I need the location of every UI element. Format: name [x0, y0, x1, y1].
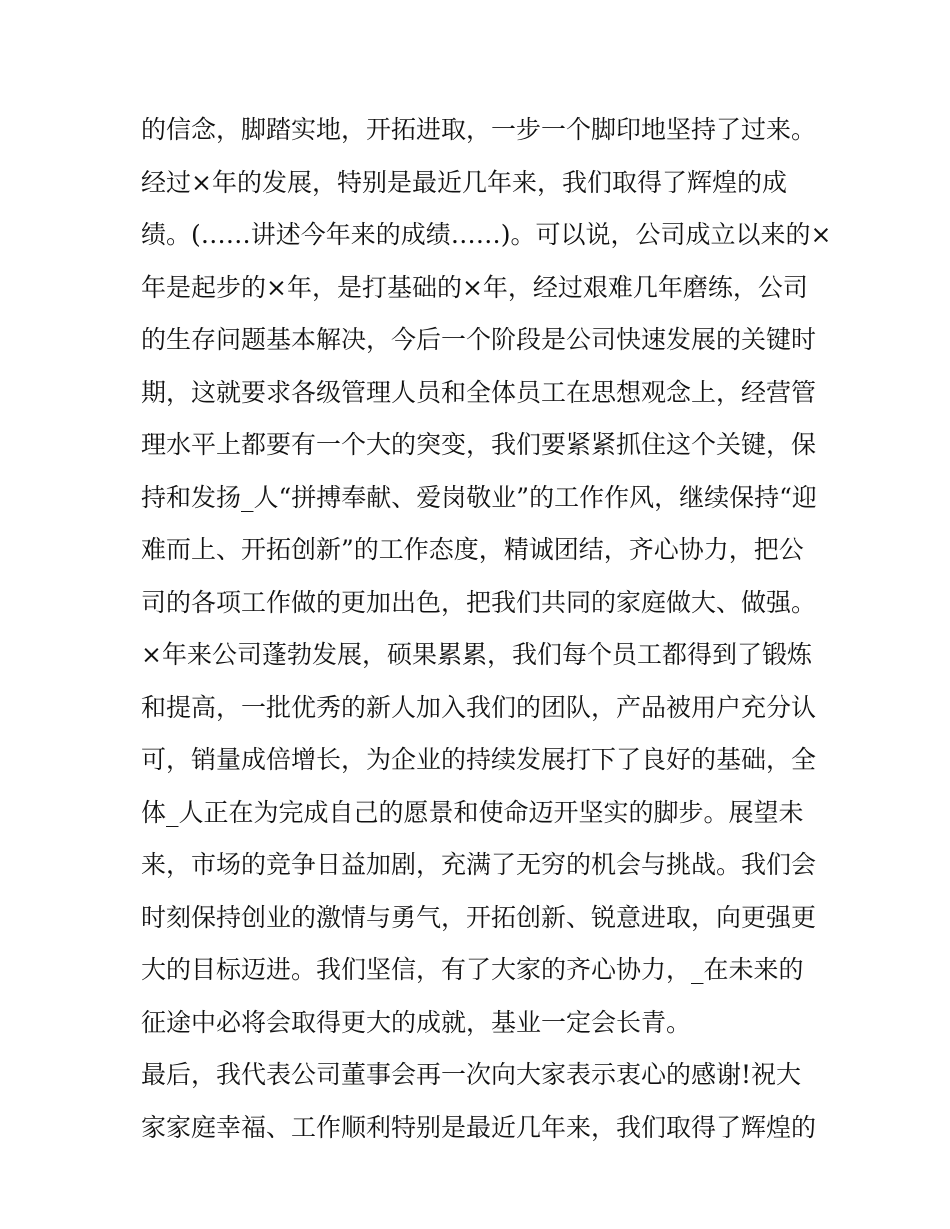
text-line-18: 征途中必将会取得更大的成就，基业一定会长青。 [141, 1007, 692, 1037]
text-line-16: 时刻保持创业的激情与勇气，开拓创新、锐意进取，向更强更 [141, 902, 817, 932]
text-line-20: 家家庭幸福、工作顺利特别是最近几年来，我们取得了辉煌的 [141, 1112, 817, 1142]
text-line-10: 司的各项工作做的更加出色，把我们共同的家庭做大、做强。 [141, 587, 817, 617]
text-line-12: 和提高，一批优秀的新人加入我们的团队，产品被用户充分认 [141, 692, 817, 722]
text-line-17: 大的目标迈进。我们坚信，有了大家的齐心协力，_在未来的 [141, 955, 804, 984]
text-line-11: ×年来公司蓬勃发展，硕果累累，我们每个员工都得到了锻炼 [141, 640, 812, 669]
text-line-9: 难而上、开拓创新”的工作态度，精诚团结，齐心协力，把公 [141, 535, 804, 564]
text-line-3: 绩。(……讲述今年来的成绩……)。可以说，公司成立以来的× [141, 220, 832, 249]
text-line-6: 期，这就要求各级管理人员和全体员工在思想观念上，经营管 [141, 377, 817, 407]
text-line-4: 年是起步的×年，是打基础的×年，经过艰难几年磨练，公司 [141, 272, 808, 302]
text-line-1: 的信念，脚踏实地，开拓进取，一步一个脚印地坚持了过来。 [141, 115, 817, 144]
text-line-5: 的生存问题基本解决，今后一个阶段是公司快速发展的关键时 [141, 325, 817, 354]
text-line-2: 经过×年的发展，特别是最近几年来，我们取得了辉煌的成 [141, 167, 787, 197]
text-line-15: 来，市场的竞争日益加剧，充满了无穷的机会与挑战。我们会 [141, 850, 817, 879]
document-body [141, 104, 831, 1154]
text-line-13: 可，销量成倍增长，为企业的持续发展打下了良好的基础，全 [141, 745, 817, 774]
text-line-7: 理水平上都要有一个大的突变，我们要紧紧抓住这个关键，保 [141, 430, 817, 459]
text-line-14: 体_人正在为完成自己的愿景和使命迈开坚实的脚步。展望未 [141, 797, 804, 827]
text-line-19: 最后，我代表公司董事会再一次向大家表示衷心的感谢!祝大 [141, 1060, 802, 1089]
text-line-8: 持和发扬_人“拼搏奉献、爱岗敬业”的工作作风，继续保持“迎 [141, 482, 817, 512]
